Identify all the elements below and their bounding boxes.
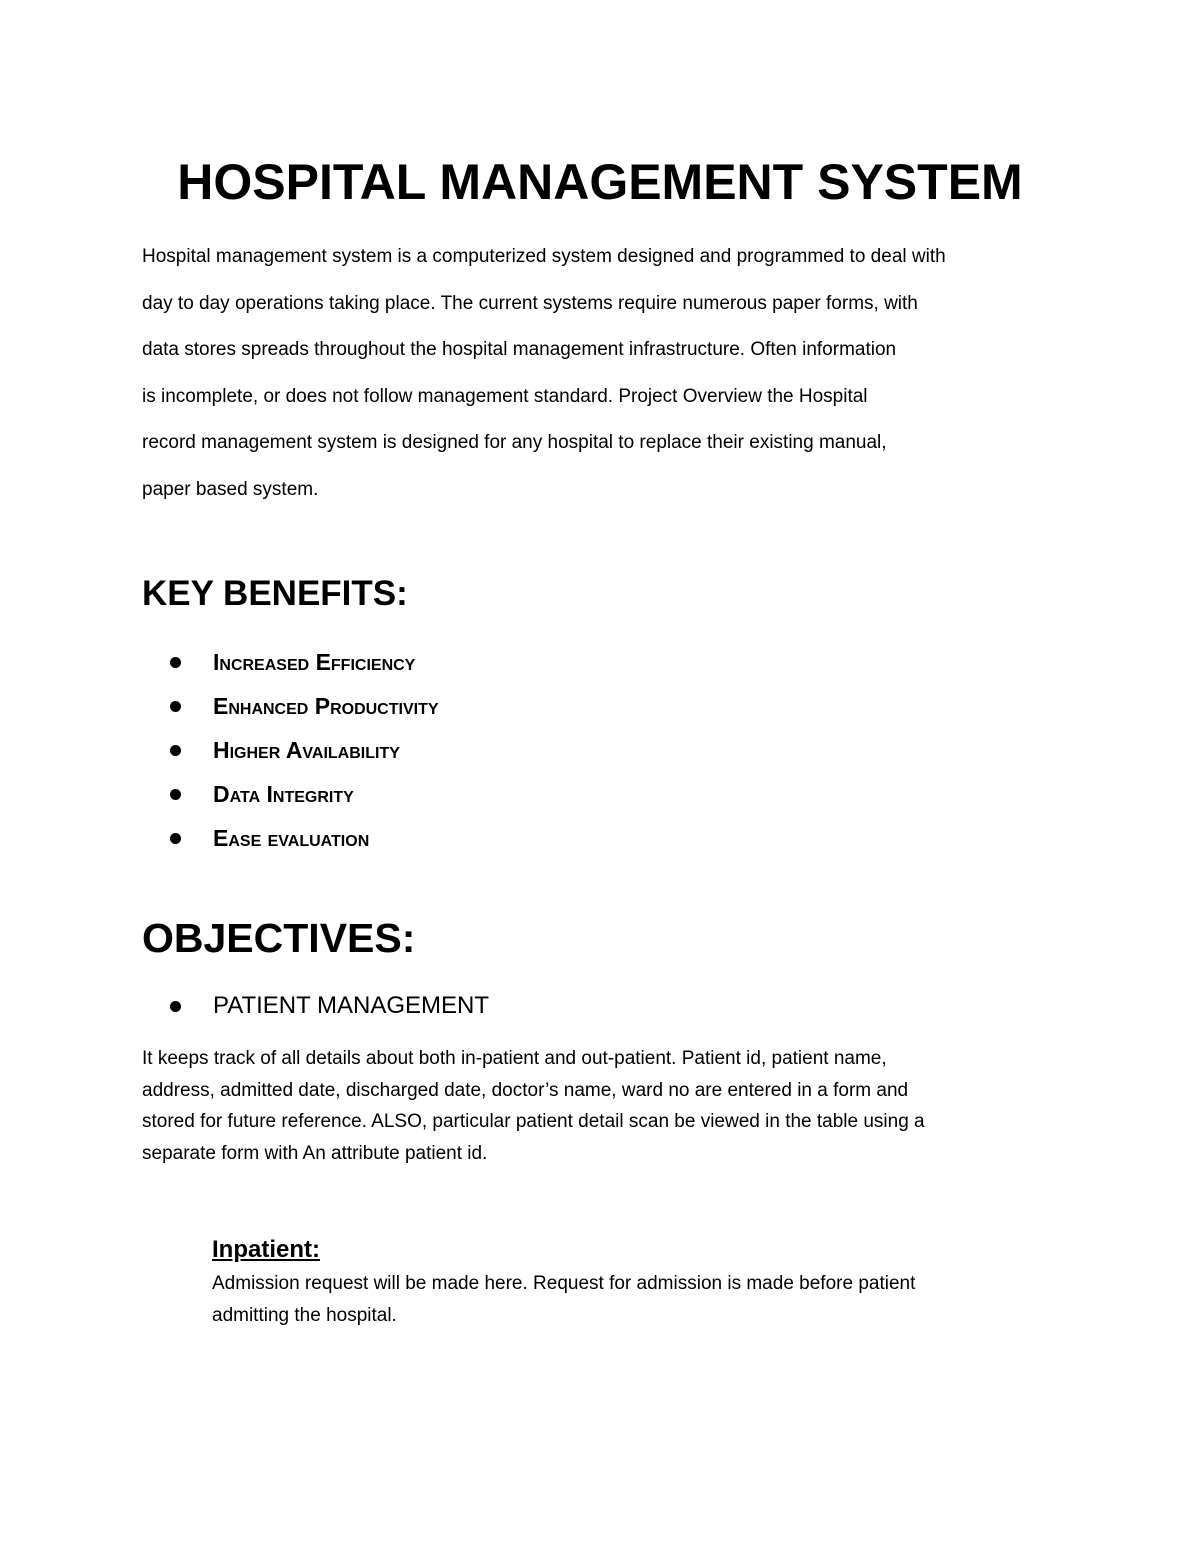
paragraph-line: Admission request will be made here. Request for admission is made before patient [212, 1273, 916, 1294]
paragraph-line: address, admitted date, discharged date, doctor’s name, ward no are entered in a form and [142, 1079, 909, 1101]
bullet-icon [170, 789, 181, 800]
paragraph-line: It keeps track of all details about both in-patient and out-patient. Patient id, patient name, [142, 1048, 887, 1069]
list-item [170, 984, 489, 1028]
key-benefits-list [170, 640, 439, 860]
paragraph-line: stored for future reference. ALSO, particular patient detail scan be viewed in the table using a [142, 1111, 925, 1132]
inpatient-heading: Inpatient: [212, 1236, 320, 1263]
list-item [170, 816, 439, 860]
objectives-heading: OBJECTIVES: [142, 915, 416, 961]
benefit-label: Increased Efficiency [213, 648, 416, 675]
bullet-icon [170, 833, 181, 844]
list-item [170, 640, 439, 684]
document-title: HOSPITAL MANAGEMENT SYSTEM [177, 154, 1023, 210]
objective-label: PATIENT MANAGEMENT [213, 992, 490, 1019]
intro-paragraph [142, 234, 1072, 514]
intro-line: record management system is designed for any hospital to replace their existing manual, [142, 432, 887, 454]
benefit-label: Enhanced Productivity [213, 692, 439, 719]
benefit-label: Higher Availability [213, 736, 400, 763]
bullet-icon [170, 701, 181, 712]
benefit-label: Data Integrity [213, 780, 354, 807]
benefit-label: Ease evaluation [213, 824, 370, 851]
list-item [170, 772, 439, 816]
intro-line: day to day operations taking place. The current systems require numerous paper forms, with [142, 292, 918, 314]
intro-line: paper based system. [142, 478, 319, 500]
intro-line: Hospital management system is a computerized system designed and programmed to deal with [142, 246, 946, 267]
intro-line: data stores spreads throughout the hospital management infrastructure. Often information [142, 339, 897, 361]
intro-line: is incomplete, or does not follow management standard. Project Overview the Hospital [142, 385, 868, 407]
patient-management-paragraph [142, 1043, 1072, 1169]
bullet-icon [170, 657, 181, 668]
bullet-icon [170, 1001, 181, 1012]
paragraph-line: separate form with An attribute patient id. [142, 1142, 488, 1164]
inpatient-section [212, 1232, 1092, 1331]
list-item [170, 728, 439, 772]
paragraph-line: admitting the hospital. [212, 1304, 397, 1326]
list-item [170, 684, 439, 728]
bullet-icon [170, 745, 181, 756]
objectives-list [170, 984, 489, 1028]
key-benefits-heading: KEY BENEFITS: [142, 574, 408, 613]
